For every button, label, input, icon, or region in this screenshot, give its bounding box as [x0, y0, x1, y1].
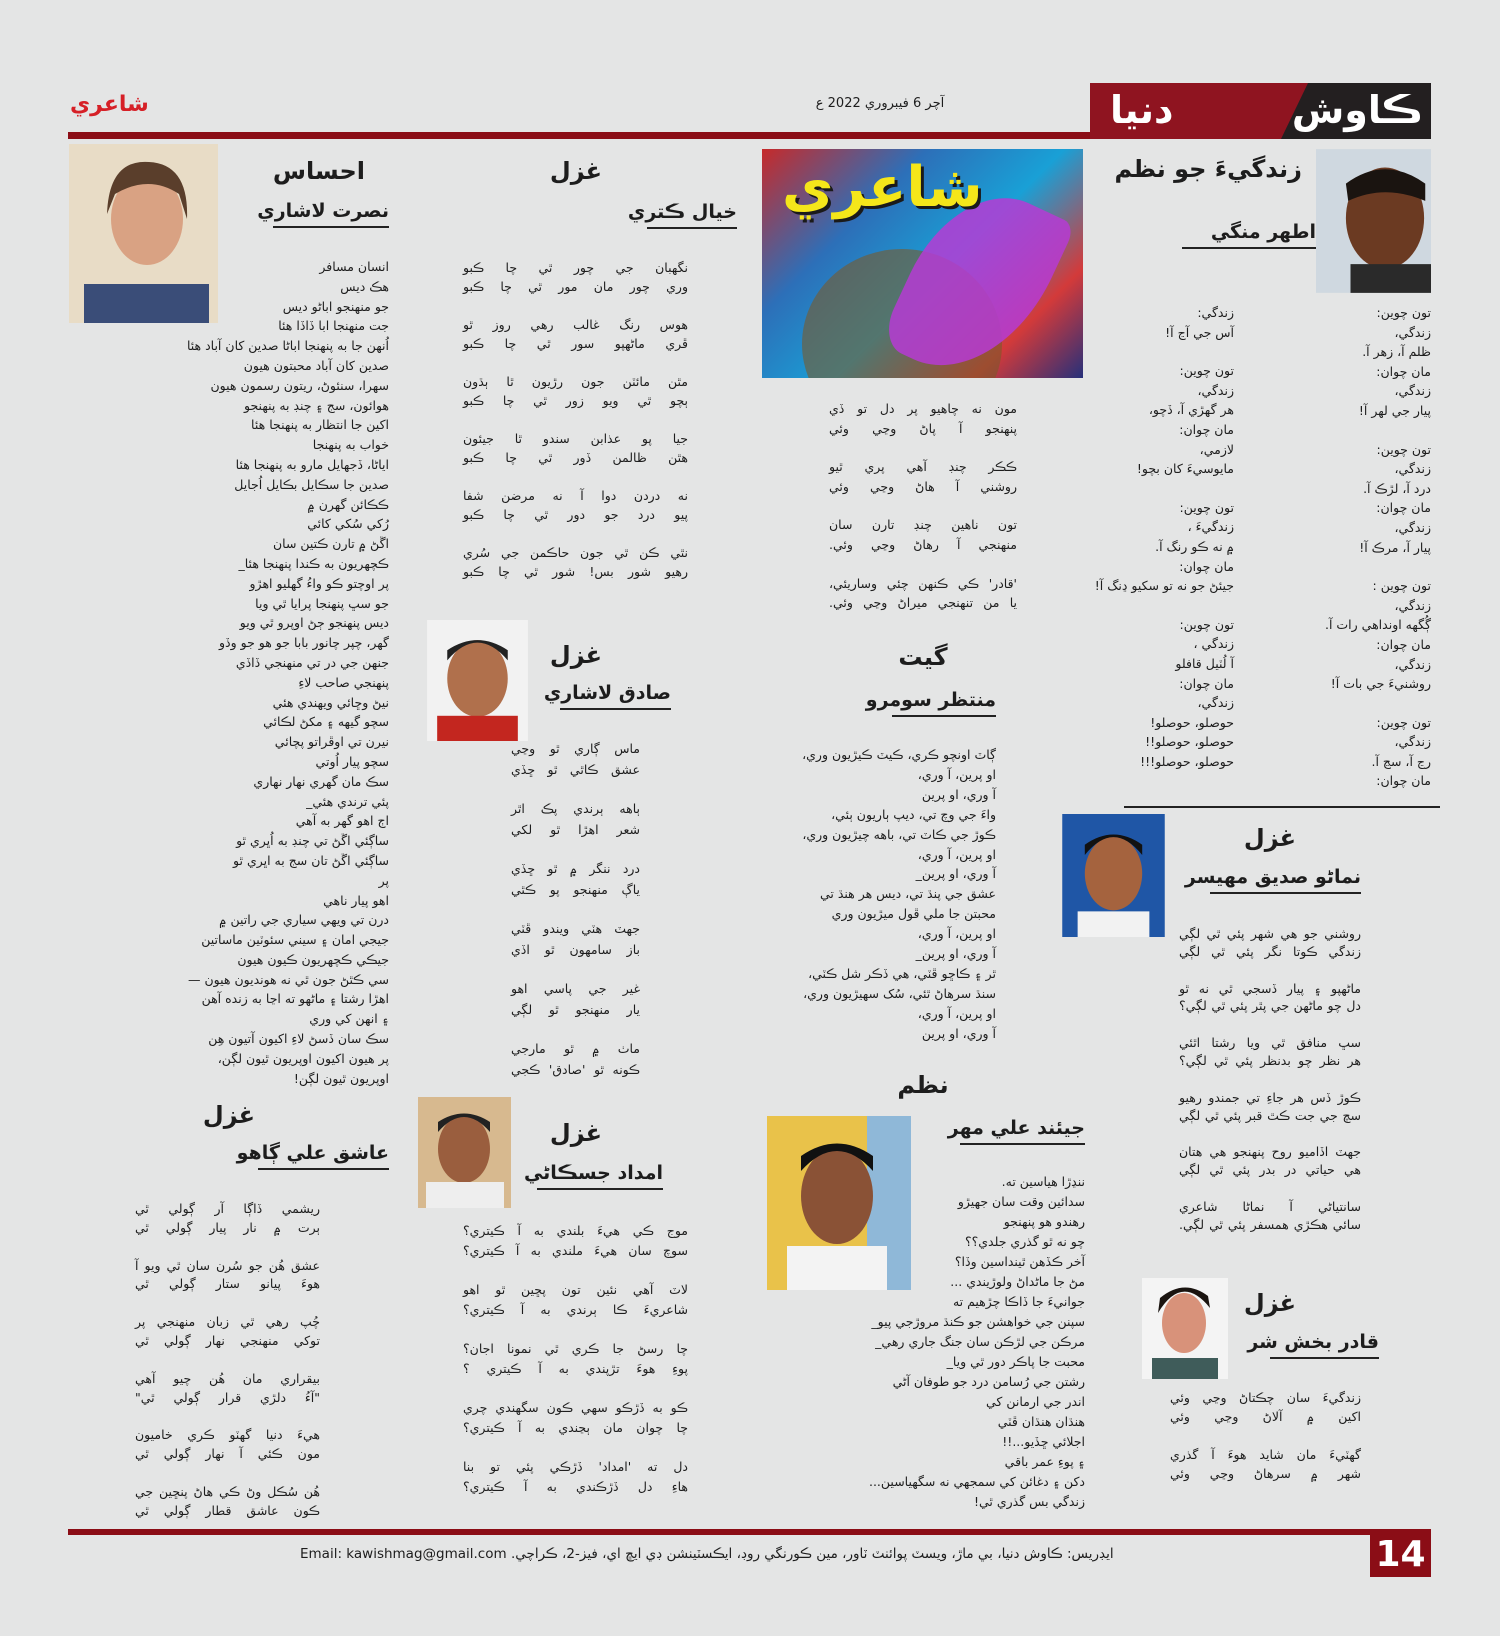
poem-line: زندگي،: [1394, 656, 1431, 672]
poem-line: هنڌان هنڌان ڦٽي: [997, 1414, 1085, 1429]
poem-line: اکين جا انتظار به پنهنجا هئا: [251, 417, 389, 433]
poem-line: سنڌ سرهاڻ ٿئي، سُک سهيڙيون وري،: [803, 985, 996, 1001]
stanza: [1090, 361, 1234, 479]
poem-line: اوپريون ٿيون لڳن!: [293, 1070, 389, 1086]
portrait-icon: [1316, 149, 1431, 293]
stanza: [463, 486, 688, 524]
poem-author-nimano: نماڻو صديق مهيسر: [1210, 866, 1361, 894]
poem-line: آخر ڪڏهن ٿينداسين وڏا؟: [954, 1254, 1085, 1269]
stanza: [1325, 576, 1431, 694]
poem-line: محبتن جا ملي ڦول ميڙيون وري: [831, 906, 996, 922]
poem-line: اُنهن جا به پنهنجا اباڻا صدين کان آباد هئا: [186, 338, 389, 354]
poem-line: تون چوين :: [1372, 578, 1431, 594]
stanza: [829, 457, 1017, 496]
poem-author-ashiq: عاشق علي ڳاهو: [258, 1142, 389, 1170]
stanza: [463, 258, 688, 296]
poem-line: يا من تنهنجي ميراڻ وڃي وئي.: [829, 595, 1017, 611]
poem-line: رشتن جي رُسامن درد جو طوفان آڻي: [892, 1374, 1085, 1389]
zindagi-poem-left: [1090, 303, 1234, 790]
poem-line: نٿي ڪن ٿي جون حاڪمن جي سُري: [463, 545, 688, 560]
poem-line: زندگي ،: [1193, 636, 1234, 652]
poem-line: ڪوڙ جي ڪاٽ تي، باهه چيڙيون وري،: [802, 826, 996, 842]
poem-line: هيءَ دنيا گهٽو ڪري خاميون: [135, 1427, 320, 1443]
nazm-poem: [870, 1172, 1085, 1531]
poem-line: سچو پيار اُوتي: [315, 753, 389, 769]
poem-line: تون چوين:: [1376, 714, 1431, 730]
poem-line: حوصلو، حوصلو!!!: [1140, 753, 1234, 769]
poem-line: نيرن تي اوڦراتو پچائي: [274, 734, 389, 750]
poem-line: ۾ نه ڪو رنگ آ.: [1155, 538, 1234, 554]
poem-line: درن تي ويهي سياري جي راتين ۾: [219, 912, 389, 928]
zindagi-poem-right: [1325, 303, 1431, 810]
poem-line: موج ڪي هيءَ بلندي به آ ڪيتري؟: [463, 1223, 688, 1238]
poem-line: 'قادر' ڪي ڪنهن چئي وساريئي،: [829, 575, 1017, 591]
imdad-ghazal: [463, 1221, 688, 1516]
poem-line: ديس پنهنجو ڄڻ اوپرو ٿي ويو: [239, 615, 389, 631]
poem-line: خواب به پنهنجا: [312, 437, 389, 453]
poem-author-qadir: قادر بخش شر: [1270, 1331, 1379, 1359]
poem-line: عشق هُن جو سُرن سان ٿي ويو آ: [135, 1257, 320, 1273]
stanza: [463, 1221, 688, 1261]
sadiq-ghazal: [511, 739, 640, 1099]
poem-line: تون ناهين چنڊ تارن سان: [829, 517, 1017, 533]
shairi-artwork: [762, 149, 1083, 378]
poem-line: پوءِ هوءَ تڙپندي به آ ڪيتري ؟: [463, 1361, 688, 1376]
poem-line: ڪڪر چنڊ آهي پري ٿيو: [829, 459, 1017, 475]
poem-line: جيڪي ڪچهريون ڪيون هيون: [237, 951, 389, 967]
poem-line: سوچ سان هيءَ ملندي به آ ڪيتري؟: [463, 1243, 688, 1258]
poem-line: مڻ جا ماڻداڻ ولوڙيندي ...: [950, 1274, 1085, 1289]
footer-address-text: ايڊريس: ڪاوش دنيا، بي ماڙ، ويسٽ پوائنٽ ٽاور، مين ڪورنگي روڊ، ايڪسٽينشن ڊي ايڇ اي، فيز-2، ڪراچي.: [510, 1546, 1114, 1562]
poem-line: او پرين، آ وري،: [917, 766, 996, 782]
page-number: 14: [1370, 1533, 1431, 1577]
stanza: [511, 1039, 640, 1080]
brand-dunya: دنيا: [1110, 88, 1174, 132]
stanza: [135, 1483, 320, 1521]
poem-line: هي حياتي در بدر پئي ٿي لڳي: [1179, 1162, 1361, 1178]
stanza: [511, 979, 640, 1020]
poem-title-ashiq: غزل: [202, 1101, 256, 1129]
stanza: [829, 515, 1017, 554]
poem-line: نيڻ وڇائي ويهندي هئي: [272, 694, 389, 710]
poem-line: عشق جي پنڌ تي، ديس هر هنڌ تي: [819, 886, 996, 902]
author-photo-nimano: [1062, 814, 1165, 937]
column-divider: [1124, 806, 1440, 808]
poem-author-sadiq: صادق لاشاري: [560, 682, 671, 710]
poem-line: اهو پيار ناهي: [323, 892, 389, 908]
qadir-ghazal: [1170, 1388, 1361, 1502]
poem-line: ڪوڙ ڏس هر جاءِ تي جمندو رهيو: [1179, 1089, 1361, 1105]
poem-line: "آءُ دلڙي قرار ڳولي ٿي": [135, 1389, 320, 1405]
poem-author-khayal: خيال ڪتري: [647, 201, 737, 229]
poem-line: او پرين، آ وري،: [917, 846, 996, 862]
poem-line: مٿن مائٽن جون رڙيون ٿا ٻڌون: [463, 374, 688, 389]
poem-line: زندگيءَ ،: [1187, 519, 1234, 535]
poem-line: ڦري ماڻهپو سور ٿي چا ڪبو: [463, 336, 688, 351]
poem-line: رُکي سُکي کائي: [307, 516, 389, 532]
poem-line: سپنن جي خواهشن جو ڪنڌ مروڙجي پيو_: [871, 1314, 1085, 1329]
poem-line: تون چوين:: [1376, 305, 1431, 320]
poem-line: پيار آ، مرڪ آ!: [1359, 539, 1431, 555]
poem-line: ساڳئي اڱڻ تان سج به اڀري ٿو: [233, 852, 389, 868]
poem-line: چا رسڻ جا ڪري ٿي نمونا اجان؟: [463, 1341, 688, 1356]
stanza: [1330, 713, 1431, 791]
poem-line: جيئڻ جو نه تو سکيو ڍنگ آ!: [1094, 578, 1234, 594]
poem-line: جوانيءَ جا ڏاڪا چڙهيم ته: [952, 1294, 1085, 1309]
stanza: [800, 745, 996, 1044]
poem-line: زندگي،: [1394, 324, 1431, 340]
stanza: [463, 1398, 688, 1438]
poem-line: زندگي،: [1197, 695, 1234, 711]
poem-line: آس جي آڃ آ!: [1165, 324, 1234, 340]
poem-line: مرڪن جي لڙڪن سان جنگ جاري رهي_: [875, 1334, 1085, 1349]
poem-line: شاعريءَ ڪا ٻرندي به آ ڪيتري؟: [463, 1302, 688, 1317]
stanza: [463, 1457, 688, 1497]
poem-line: هوائون، سج ۽ چنڊ به پنهنجو: [244, 397, 389, 413]
poem-line: جو سڀ پنهنجا پرايا ٿي ويا: [255, 595, 389, 611]
poem-line: نگهبان جي چور ٿي چا ڪبو: [463, 260, 688, 275]
poem-line: زندگي،: [1394, 597, 1431, 613]
poem-title-ehsas: احساس: [272, 157, 365, 185]
poem-line: رهيو شور بس! شور ٿي چا ڪبو: [463, 564, 688, 579]
poem-line: ۽ انهن کي وري: [309, 1011, 389, 1027]
poem-line: ريشمي ڏاڳا آر ڳولي ٿي: [135, 1201, 320, 1216]
poem-line: آ وري، او پرين: [921, 786, 996, 802]
stanza: [829, 574, 1017, 613]
author-photo-imdad: [418, 1097, 511, 1208]
ehsas-poem: [150, 257, 389, 1107]
poem-line: چُپ رهي ٿي زبان منهنجي پر: [135, 1314, 320, 1330]
poem-line: سدائين وقت سان جهيڙو: [957, 1194, 1085, 1209]
poem-title-nazm: نظم: [897, 1071, 949, 1099]
poem-line: ماس ڳاري ٿو وڃي: [511, 741, 640, 756]
poem-line: پيو درد جو دور ٿي چا ڪبو: [463, 507, 688, 522]
stanza: [463, 543, 688, 581]
poem-line: ۽ پوءِ عمر باقي: [1004, 1454, 1085, 1469]
poem-line: زندگي،: [1394, 461, 1431, 477]
stanza: [1090, 303, 1234, 342]
stanza: [1090, 615, 1234, 772]
qadir-ghazal-continued: [829, 399, 1017, 632]
poem-line: چا چوان مان ٻڃندي به آ ڪيتري؟: [463, 1420, 688, 1435]
poem-line: پنهنجو آ پاڻ وڃي وئي: [829, 420, 1017, 436]
poem-line: تون چوين:: [1376, 441, 1431, 457]
poem-line: شهر ۾ سرهاڻ وڃي وئي: [1170, 1466, 1361, 1481]
poem-line: او پرين، آ وري،: [917, 1005, 996, 1021]
poem-line: مان چوان:: [1179, 421, 1234, 437]
poem-line: ساڳئي اڱڻ تي چنڊ به اُڀري ٿو: [236, 833, 389, 849]
footer-email[interactable]: Email: kawishmag@gmail.com: [300, 1546, 507, 1562]
poem-author-nazm: جيئند علي مهر: [960, 1117, 1085, 1145]
poem-line: ماٺ ۾ ٿو مارجي: [511, 1041, 640, 1056]
poem-line: بيقراري مان هُن چيو آهي: [135, 1370, 320, 1386]
stanza: [463, 1339, 688, 1379]
poem-line: مون نه چاهيو پر دل تو ڏي: [829, 401, 1017, 416]
poem-line: تون چوين:: [1179, 499, 1234, 515]
poem-line: مان چوان:: [1376, 773, 1431, 789]
stanza: [135, 1426, 320, 1464]
poem-line: گهٽيءَ مان شايد هوءَ آ گذري: [1170, 1447, 1361, 1462]
stanza: [135, 1370, 320, 1408]
poem-line: پئي ترندي هئي_: [306, 793, 389, 809]
poem-line: زندگي ڪوتا نگر پئي ٿي لڳي: [1179, 943, 1361, 959]
portrait-icon: [1142, 1278, 1228, 1379]
header-rule: [68, 132, 1090, 139]
geet-poem: [800, 745, 996, 1063]
stanza: [463, 1280, 688, 1320]
poem-title-geet: گيت: [898, 643, 948, 671]
ashiq-ghazal: [135, 1200, 320, 1540]
poem-line: ٻرت ۾ نار پيار ڳولي ٿي: [135, 1219, 320, 1235]
poem-line: اهڙا رشتا ۽ ماڻهو ته اڃا به زنده آهن: [201, 991, 389, 1007]
poem-line: شعر اهڙا ٿو لکي: [511, 821, 640, 837]
poem-line: جهٽ اڏاميو روح پنهنجو هي هتان: [1179, 1144, 1361, 1160]
stanza: [1330, 440, 1431, 558]
poem-line: دل چو ماڻهن جي پٿر پئي ٿي لڳي؟: [1179, 998, 1361, 1014]
poem-line: رهندو هو پنهنجو: [1003, 1214, 1085, 1229]
stanza: [1179, 925, 1361, 961]
poem-line: روشنيءَ جي بات آ!: [1330, 676, 1431, 692]
poem-line: درد ننگر ۾ ٿو ڇڏي: [511, 861, 640, 876]
poem-line: آ وري، او پرين_: [915, 866, 996, 882]
stanza: [1179, 1034, 1361, 1070]
author-photo-qadir: [1142, 1278, 1228, 1379]
poem-line: هوس رنگ غالب رهي روز ٿو: [463, 317, 688, 332]
poem-line: صدين جا سڪايل بڪايل اُجايل: [234, 476, 389, 492]
stanza: [511, 859, 640, 900]
poem-line: واءَ جي وچ تي، ديپ ٻاريون ٻئي،: [831, 806, 996, 822]
poem-author-geet: منتظر سومرو: [892, 689, 996, 717]
footer-address: [300, 1546, 1114, 1562]
section-label: شاعري: [70, 92, 149, 117]
poem-line: درد آ، لڙڪ آ.: [1363, 480, 1431, 496]
stanza: [511, 739, 640, 780]
poem-line: روشني آ هاڻ وڃي وئي: [829, 478, 1017, 494]
poem-line: مان چوان:: [1179, 675, 1234, 691]
poem-line: توکي منهنجي نهار ڳولي ٿي: [135, 1332, 320, 1348]
poem-line: ننڍڙا هياسين ته.: [1001, 1174, 1085, 1189]
poem-line: سچو گيهه ۽ مکڻ لڪائي: [263, 714, 389, 730]
poem-title-imdad: غزل: [549, 1119, 603, 1147]
portrait-icon: [1062, 814, 1165, 937]
poem-line: سانتياڻي آ نماڻا شاعري: [1179, 1198, 1361, 1214]
stanza: [870, 1172, 1085, 1512]
portrait-icon: [427, 620, 528, 741]
stanza: [1179, 1143, 1361, 1179]
poem-line: هر نظر چو بدنظر پئي ٿي لڳي؟: [1179, 1052, 1361, 1068]
poem-line: مان چوان:: [1376, 363, 1431, 379]
artwork-title: شاعري: [782, 155, 983, 220]
stanza: [463, 372, 688, 410]
poem-line: زندگي،: [1394, 519, 1431, 535]
poem-line: زندگي،: [1197, 382, 1234, 398]
poem-line: حوصلو، حوصلو!: [1150, 714, 1234, 730]
poem-line: زندگي،: [1394, 383, 1431, 399]
stanza: [1170, 1388, 1361, 1426]
poem-line: زندگي:: [1197, 305, 1234, 320]
poem-line: جو منهنجو اباڻو ديس: [282, 298, 389, 314]
nimano-ghazal: [1179, 925, 1361, 1253]
stanza: [1179, 1198, 1361, 1234]
poem-line: آ وري، او پرين_: [915, 946, 996, 962]
poem-line: ٻچو ٿي ويو زور ٿي چا ڪبو: [463, 393, 688, 408]
poem-line: يار منهنجو ٿو لڳي: [511, 1001, 640, 1017]
poem-line: تون چوين:: [1179, 363, 1234, 379]
stanza: [463, 429, 688, 467]
poem-line: پر هيون اکيون اوپريون ٿيون لڳن،: [217, 1050, 389, 1066]
poem-line: غير جي پاسي اهو: [511, 981, 640, 996]
poem-line: حوصلو، حوصلو!!: [1145, 734, 1234, 750]
poem-line: اجلائي ڇڏيو...!!: [1002, 1434, 1085, 1449]
poem-line: مان چوان:: [1179, 558, 1234, 574]
poem-line: نه دردن دوا آ نه مرضن شفا: [463, 488, 688, 503]
poem-line: هٿن ظالمن ڏور ٿي چا ڪبو: [463, 450, 688, 465]
poem-line: جهٽ هٽي ويندو ڦٽي: [511, 921, 640, 936]
poem-line: پنهنجي صاحب لاءِ: [298, 674, 389, 690]
poem-line: انسان مسافر: [319, 259, 389, 274]
poem-line: ڪو به ڏڙڪو سهي ڪون سگهندي چري: [463, 1400, 688, 1415]
poem-line: ماڻهپو ۽ پيار ڏسجي ٿي نه ٿو: [1179, 980, 1361, 996]
issue-date: آچر 6 فيبروري 2022 ع: [815, 96, 945, 111]
poem-line: مان چوان:: [1376, 636, 1431, 652]
portrait-icon: [418, 1097, 511, 1208]
brand-kawish: ڪاوش: [1291, 88, 1423, 132]
poem-line: محبت جا پاڪر دور ٿي ويا_: [946, 1354, 1085, 1369]
poem-author-zindagi: اطهر منگي: [1182, 221, 1316, 249]
poem-line: باز سامهون ٿو اڏي: [511, 941, 640, 957]
poem-line: آ لُٽيل قافلو: [1175, 655, 1234, 671]
stanza: [1179, 980, 1361, 1016]
stanza: [1330, 303, 1431, 421]
poem-line: ظلم آ، زهر آ.: [1362, 344, 1431, 360]
poem-line: گهر، چپر چانور بابا جو هو جو وڏو: [219, 635, 389, 651]
poem-line: سچ جي جت ڪٿ قبر پئي ٿي لڳي: [1179, 1107, 1361, 1123]
poem-line: اندر جي ارمانن کي: [986, 1394, 1085, 1409]
stanza: [150, 257, 389, 1088]
poem-line: سڪ سان ڏسڻ لاءِ اکيون آتيون هِن: [208, 1031, 389, 1047]
poem-line: اياڻا، ڏجهايل مارو به پنهنجا هئا: [235, 456, 389, 472]
masthead-logo: [1090, 83, 1431, 139]
poem-author-ehsas: نصرت لاشاري: [273, 200, 389, 228]
poem-line: عشق ڪاٿي ٿو ڇڏي: [511, 761, 640, 777]
poem-line: زندگي بس گذري ٿي!: [973, 1494, 1085, 1509]
poem-line: مون ڪئي آ نهار ڳولي ٿي: [135, 1446, 320, 1462]
poem-line: اکين ۾ آلاڻ وڃي وئي: [1170, 1409, 1361, 1424]
poem-line: سي ڪٿڻ جون ٿي نه هونديون هيون —: [188, 971, 389, 987]
poem-line: دل ته 'امداد' ڏڙڪي پئي تو بنا: [463, 1459, 688, 1474]
poem-line: ڪچهريون به ڪندا پنهنجا هئا_: [238, 555, 389, 571]
stanza: [135, 1200, 320, 1238]
poem-title-qadir: غزل: [1243, 1289, 1297, 1317]
poem-line: سائي هڪڙي همسفر پئي ٿي لڳي.: [1179, 1216, 1361, 1232]
stanza: [829, 399, 1017, 438]
poem-line: ڪونه ٿو 'صادق' ڪجي: [511, 1061, 640, 1077]
poem-line: روشني جو هي شهر پئي ٿي لڳي: [1179, 926, 1361, 941]
stanza: [511, 919, 640, 960]
poem-line: سهرا، سنئوڻ، ريتون رسمون هيون: [210, 377, 389, 393]
poem-line: جيا پو عذابن سندو ٿا جيئون: [463, 431, 688, 446]
poem-line: مان چوان:: [1376, 500, 1431, 516]
poem-line: ڳُگهه اونداهي رات آ.: [1325, 617, 1431, 633]
poem-line: پر: [378, 872, 389, 888]
poem-line: آ وري، او پرين: [921, 1025, 996, 1041]
khayal-ghazal: [463, 258, 688, 600]
poem-title-khayal: غزل: [549, 157, 603, 185]
stanza: [135, 1313, 320, 1351]
poem-line: صدين کان آباد محبتون هيون: [243, 357, 389, 373]
poem-line: رڃ آ، سڃ آ.: [1371, 753, 1431, 769]
author-photo-athar-mangi: [1316, 149, 1431, 293]
poem-line: هڪ ديس: [340, 278, 389, 294]
poem-line: پيار جي لهر آ!: [1358, 402, 1431, 418]
poem-line: سڪ مان گهري نهار نهاري: [253, 773, 389, 789]
poem-line: او پرين، آ وري،: [917, 926, 996, 942]
poem-line: هر گهڙي آ، ڏچو،: [1148, 402, 1234, 418]
poem-line: تون چوين:: [1179, 616, 1234, 632]
stanza: [135, 1257, 320, 1295]
poem-title-nimano: غزل: [1243, 824, 1297, 852]
poem-title-sadiq: غزل: [549, 641, 603, 669]
poem-line: مايوسيءَ کان بچو!: [1136, 461, 1234, 477]
poem-line: جنهن جي در تي منهنجي ڏاڏي: [235, 654, 389, 670]
poem-line: چو نه ٿو گذري جلدي؟؟: [964, 1234, 1085, 1249]
stanza: [1179, 1089, 1361, 1125]
stanza: [1090, 498, 1234, 596]
poem-line: ياڳ منهنجو پو ڪٿي: [511, 881, 640, 897]
poem-title-zindagi: زندگيءَ جو نظم: [1114, 155, 1302, 183]
poem-line: ٿر ۽ ڪاڇو ڦٽي، هي ڏڪر شل ڪٽي،: [808, 965, 996, 981]
poem-line: اڱڻ ۾ تارن ڪتين سان: [272, 536, 389, 552]
poem-line: ٻاهه ٻرندي پڪ اٿر: [511, 801, 640, 816]
footer-rule: [68, 1529, 1431, 1535]
poem-author-imdad: امداد جسڪاڻي: [537, 1162, 663, 1190]
poem-line: زندگيءَ سان چڪتاڻ وڃي وئي: [1170, 1390, 1361, 1405]
poem-line: ڪڪائن گهرن ۾: [307, 496, 389, 512]
poem-line: پر اوچتو ڪو واءُ گهليو اهڙو: [249, 575, 389, 591]
poem-line: جيجي امان ۽ سيني سئوٽين ماساتين: [201, 932, 389, 948]
poem-line: هوءَ پيانو ستار ڳولي ٿي: [135, 1276, 320, 1292]
poem-line: جت منهنجا ابا ڏاڏا هئا: [278, 318, 389, 334]
poem-line: وري چور مان مور ٿي چا ڪبو: [463, 279, 688, 294]
poem-line: منهنجي آ رهاڻ وڃي وئي.: [829, 536, 1017, 552]
poem-line: اڄ اهو گهر به آهي: [295, 813, 389, 829]
poem-line: ڳاٽ اونچو ڪري، ڪيٽ ڪيڙيون وري،: [802, 747, 996, 762]
poem-line: لازمي،: [1199, 441, 1234, 457]
poem-line: سڀ منافق ٿي ويا رشتا اٿئي: [1179, 1035, 1361, 1051]
stanza: [511, 799, 640, 840]
poem-line: هُن سُڪل وڻ ڪي هاڻ پنڇين جي: [135, 1483, 320, 1499]
poem-line: دکن ۽ دغائن کي سمجهي نه سگهياسين...: [868, 1474, 1085, 1489]
stanza: [1170, 1445, 1361, 1483]
poem-line: ڪون عاشق قطار ڳولي ٿي: [135, 1502, 320, 1518]
poem-line: زندگي،: [1394, 734, 1431, 750]
author-photo-sadiq: [427, 620, 528, 741]
poem-line: لاٽ آهي نئين تون پڇين ٿو اهو: [463, 1282, 688, 1297]
poem-line: هاءِ دل ڏڙڪندي به آ ڪيتري؟: [463, 1479, 688, 1494]
stanza: [463, 315, 688, 353]
